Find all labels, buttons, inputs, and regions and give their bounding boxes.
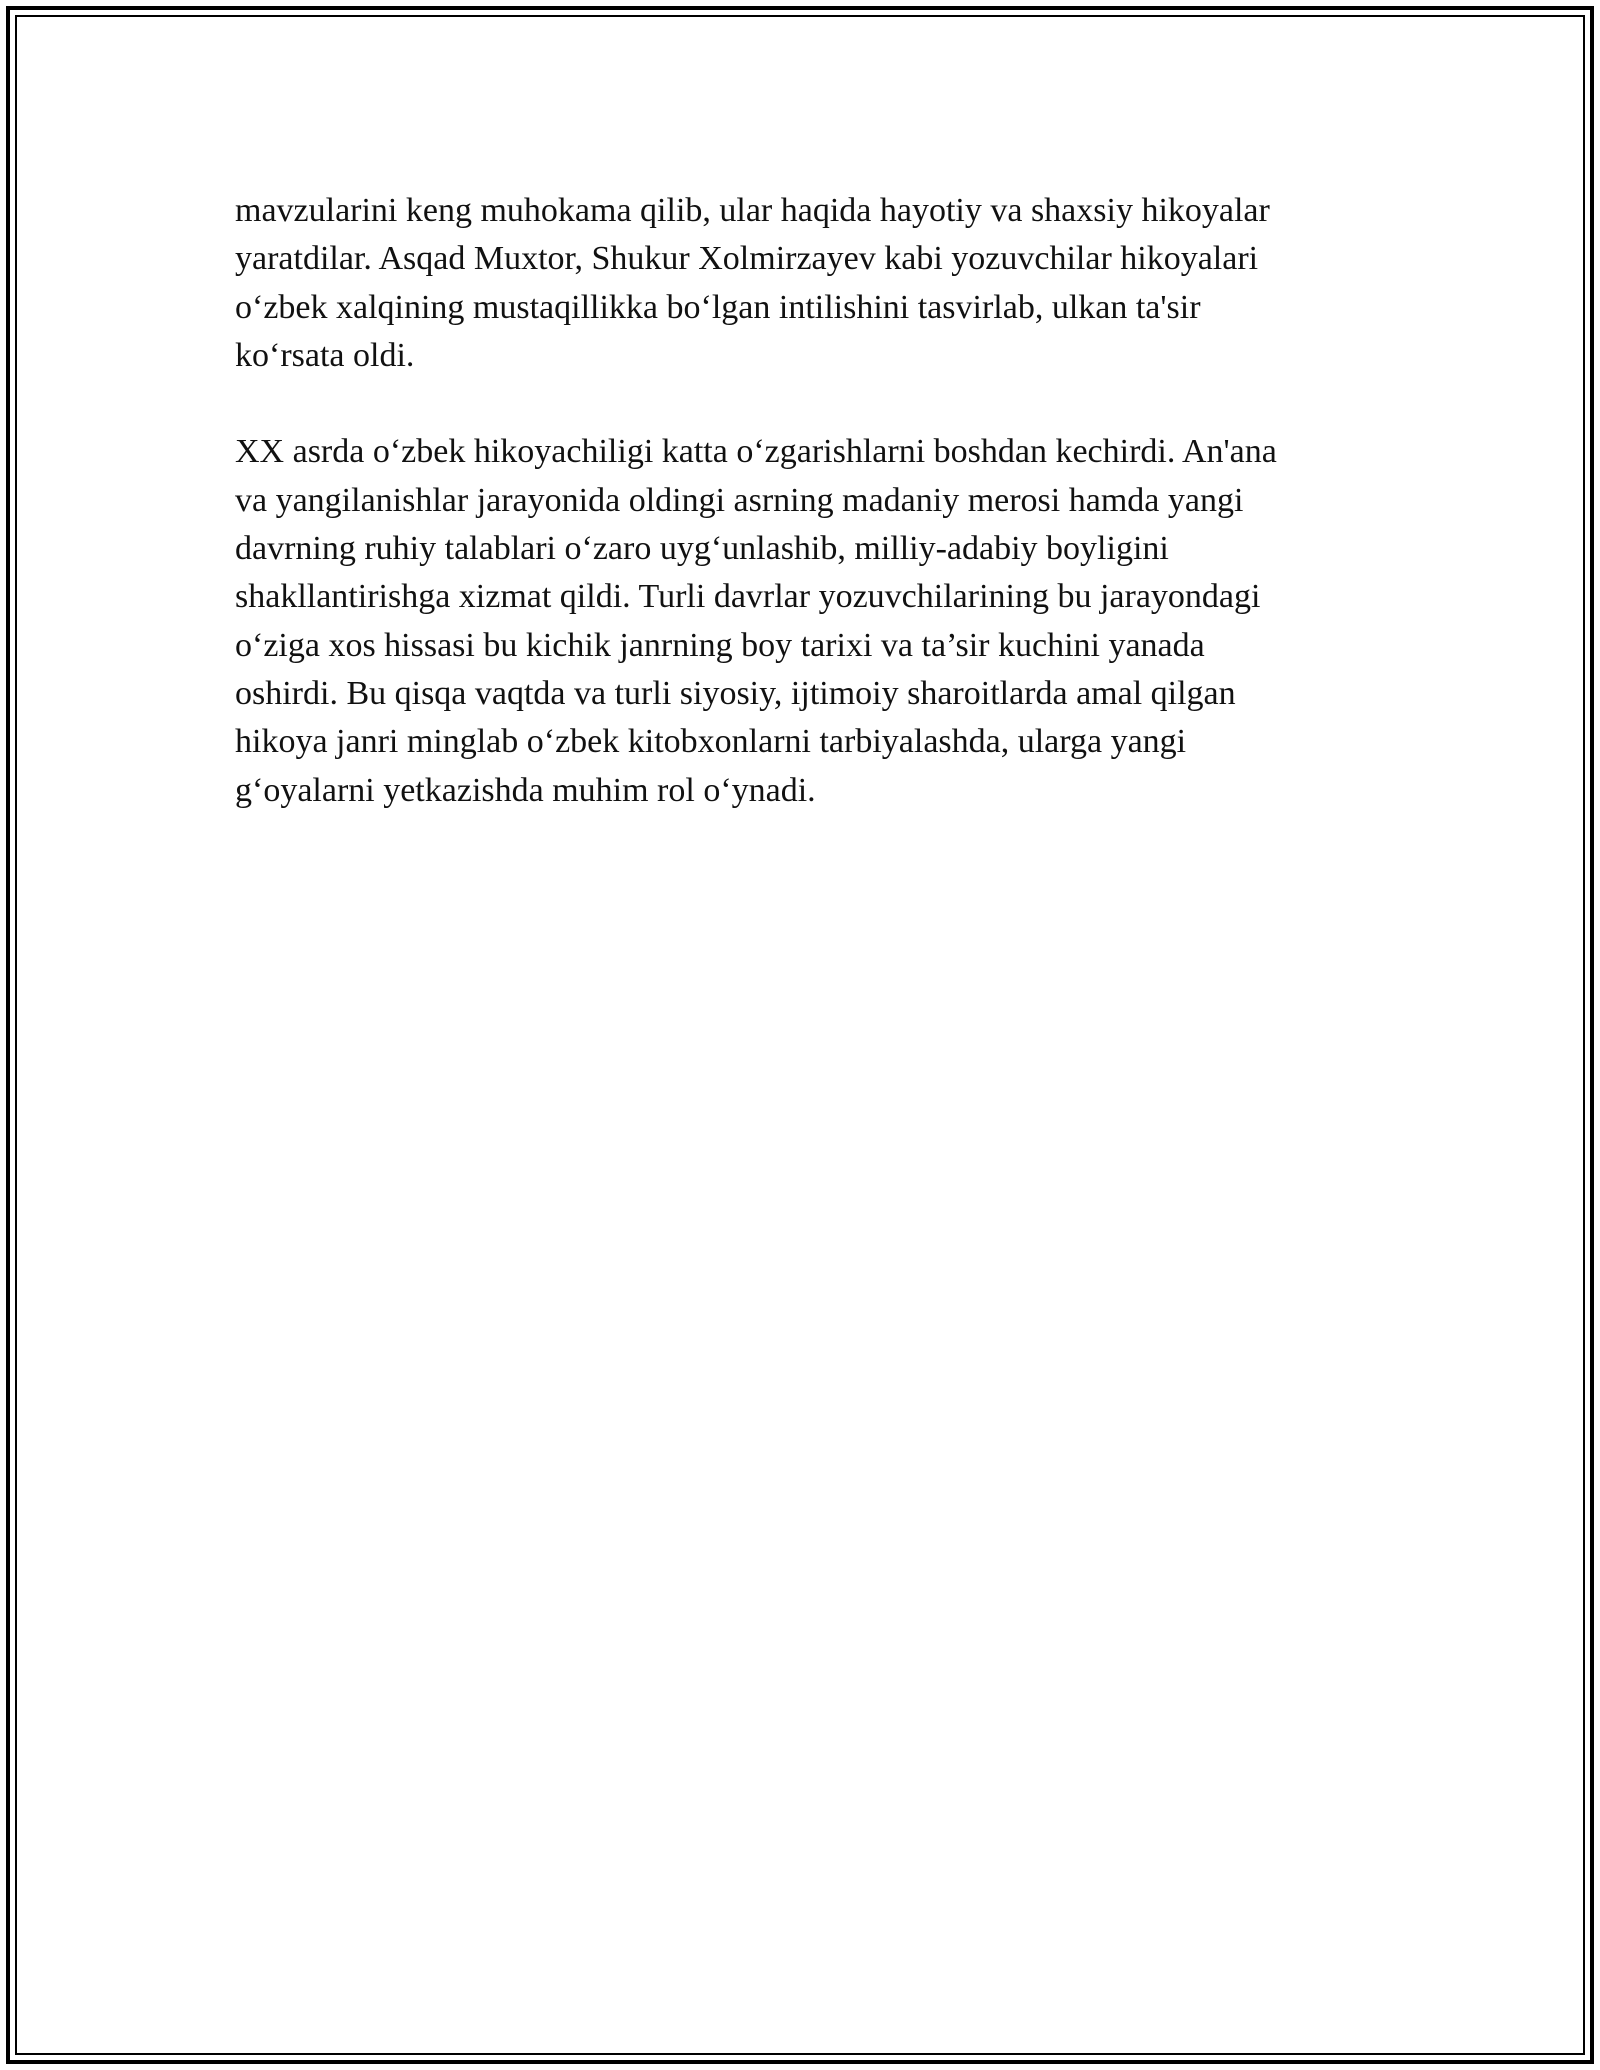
text-line: hikoya janri minglab o‘zbek kitobxonlarni tarbiyalashda, ularga yangi — [235, 723, 1187, 761]
text-line: o‘zbek xalqining mustaqillikka bo‘lgan intilishini tasvirlab, ulkan ta'sir — [235, 288, 1201, 326]
text-line: XX asrda o‘zbek hikoyachiligi katta o‘zgarishlarni boshdan kechirdi. An'ana — [235, 433, 1277, 471]
text-line: va yangilanishlar jarayonida oldingi asrning madaniy merosi hamda yangi — [235, 481, 1244, 519]
paragraph-2 — [235, 428, 1375, 814]
text-line: g‘oyalarni yetkazishda muhim rol o‘ynadi. — [235, 771, 816, 809]
paragraph-1 — [235, 187, 1375, 380]
text-line: davrning ruhiy talablari o‘zaro uyg‘unlashib, milliy-adabiy boyligini — [235, 530, 1169, 568]
text-line: mavzularini keng muhokama qilib, ular haqida hayotiy va shaxsiy hikoyalar — [235, 192, 1270, 229]
text-line: yaratdilar. Asqad Muxtor, Shukur Xolmirzayev kabi yozuvchilar hikoyalari — [235, 240, 1259, 278]
text-line: oshirdi. Bu qisqa vaqtda va turli siyosiy, ijtimoiy sharoitlarda amal qilgan — [235, 674, 1236, 712]
text-line: ko‘rsata oldi. — [235, 336, 415, 374]
text-line: o‘ziga xos hissasi bu kichik janrning boy tarixi va ta’sir kuchini yanada — [235, 626, 1205, 664]
text-line: shakllantirishga xizmat qildi. Turli davrlar yozuvchilarining bu jarayondagi — [235, 578, 1261, 616]
page-body — [235, 187, 1375, 815]
